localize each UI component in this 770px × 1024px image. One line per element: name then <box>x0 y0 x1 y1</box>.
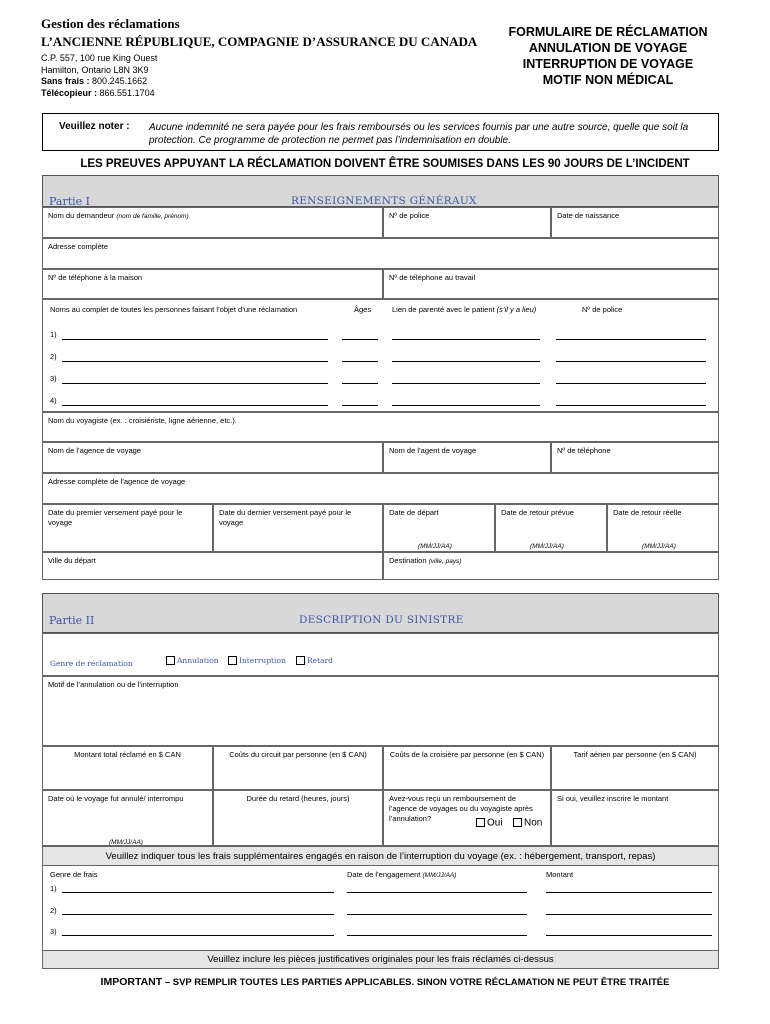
total-claimed-label: Montant total réclamé en $ CAN <box>74 750 181 759</box>
checkbox-delay[interactable] <box>296 656 305 665</box>
agency-address-field[interactable] <box>42 473 719 504</box>
claim-type-row <box>42 633 719 676</box>
departure-city-field[interactable] <box>42 552 383 580</box>
destination-hint: (ville, pays) <box>428 558 462 565</box>
policy-number-header: Nº de police <box>582 305 623 314</box>
actual-return-field[interactable] <box>607 504 719 552</box>
refund-yes-label: Oui <box>487 817 503 829</box>
person-policy-line[interactable] <box>556 339 706 340</box>
form-title-line2: ANNULATION DE VOYAGE <box>528 41 688 55</box>
fax-line <box>41 88 477 100</box>
home-phone-field[interactable] <box>42 269 383 299</box>
person-policy-line[interactable] <box>556 361 706 362</box>
form-title-line1: FORMULAIRE DE RÉCLAMATION <box>508 25 708 39</box>
amount-header: Montant <box>546 870 574 879</box>
note-box <box>42 113 719 151</box>
delay-duration-field[interactable] <box>213 790 383 846</box>
refund-yes-option[interactable] <box>474 818 503 829</box>
amount-line[interactable] <box>546 935 712 936</box>
applicant-name-field[interactable] <box>42 207 383 238</box>
receipts-banner: Veuillez inclure les pièces justificatives originales pour les frais réclamés ci-dessus <box>42 950 719 969</box>
option-delay-label: Retard <box>307 656 333 665</box>
air-fare-field[interactable] <box>551 746 719 790</box>
persons-header: Noms au complet de toutes les personnes faisant l’objet d’une réclamation <box>50 305 298 314</box>
reason-label: Motif de l’annulation ou de l’interruption <box>48 680 179 689</box>
part1-header <box>42 175 719 207</box>
person-age-line[interactable] <box>342 339 378 340</box>
birth-date-label: Date de naissance <box>557 211 620 220</box>
important-notice <box>0 976 770 988</box>
part1-label: Partie I <box>49 195 91 208</box>
claim-persons-block <box>42 299 719 412</box>
option-cancellation[interactable] <box>164 656 219 666</box>
cruise-cost-label: Coûts de la croisière par personne (en $ CAN) <box>389 750 545 759</box>
commit-date-format: (MM/JJ/AA) <box>422 872 457 879</box>
destination-field[interactable] <box>383 552 719 580</box>
planned-return-field[interactable] <box>495 504 607 552</box>
cancel-date-field[interactable] <box>42 790 213 846</box>
delay-duration-label: Durée du retard (heures, jours) <box>246 794 350 803</box>
birth-date-field[interactable] <box>551 207 719 238</box>
refund-no-option[interactable] <box>511 818 542 829</box>
note-text: Aucune indemnité ne sera payée pour les frais remboursés ou les services fournis par une autre source, quelle que soit la protection. Ce programme de protection ne permet pas l’indemnisation en double. <box>149 122 689 146</box>
checkbox-no[interactable] <box>513 818 522 827</box>
checkbox-interruption[interactable] <box>228 656 237 665</box>
ages-header: Âges <box>354 305 372 314</box>
agency-name-label: Nom de l’agence de voyage <box>48 446 141 455</box>
departure-city-label: Ville du départ <box>48 556 96 565</box>
person-relationship-line[interactable] <box>392 405 540 406</box>
extra-costs-banner: Veuillez indiquer tous les frais supplémentaires engagés en raison de l’interruption du voyage (ex. : hébergement, transport, repas) <box>42 846 719 866</box>
tour-operator-label: Nom du voyagiste (ex. : croisiériste, ligne aérienne, etc.). <box>48 416 237 425</box>
policy-number-label: Nº de police <box>389 211 430 220</box>
agent-name-label: Nom de l’agent de voyage <box>389 446 477 455</box>
fax-number: 866.551.1704 <box>99 87 155 98</box>
person-name-line[interactable] <box>62 405 328 406</box>
person-age-line[interactable] <box>342 405 378 406</box>
option-cancellation-label: Annulation <box>177 656 219 665</box>
part2-title: DESCRIPTION DU SINISTRE <box>299 614 464 626</box>
cruise-cost-field[interactable] <box>383 746 551 790</box>
person-relationship-line[interactable] <box>392 339 540 340</box>
important-text: – SVP REMPLIR TOUTES LES PARTIES APPLICABLES. SINON VOTRE RÉCLAMATION NE PEUT ÊTRE TRAITÉE <box>162 977 670 988</box>
address-line1: C.P. 557, 100 rue King Ouest <box>41 53 158 63</box>
cost-type-line[interactable] <box>62 892 334 893</box>
person-relationship-line[interactable] <box>392 383 540 384</box>
cancel-date-label: Date où le voyage fut annulé/ interrompu <box>48 794 184 803</box>
work-phone-field[interactable] <box>383 269 719 299</box>
person-policy-line[interactable] <box>556 405 706 406</box>
first-payment-label: Date du premier versement payé pour le voyage <box>48 508 183 527</box>
amount-line[interactable] <box>546 914 712 915</box>
circuit-cost-label: Coûts du circuit par personne (en $ CAN) <box>229 750 367 759</box>
home-phone-label: Nº de téléphone à la maison <box>48 273 143 282</box>
applicant-name-label: Nom du demandeur <box>48 211 115 220</box>
phone-line <box>41 76 477 88</box>
relationship-label: Lien de parenté avec le patient <box>392 305 495 314</box>
commit-date-line[interactable] <box>347 935 527 936</box>
phone-number: 800.245.1662 <box>92 76 148 86</box>
person-name-line[interactable] <box>62 361 328 362</box>
refund-question-field <box>383 790 551 846</box>
circuit-cost-field[interactable] <box>213 746 383 790</box>
work-phone-label: Nº de téléphone au travail <box>389 273 476 282</box>
person-row-number: 1) <box>50 330 57 339</box>
cost-type-line[interactable] <box>62 935 334 936</box>
commit-date-label: Date de l’engagement <box>347 870 421 879</box>
policy-number-field[interactable] <box>383 207 551 238</box>
total-claimed-field[interactable] <box>42 746 213 790</box>
fax-label: Télécopieur : <box>41 87 98 98</box>
date-format-hint: (MM/JJ/AA) <box>642 543 676 550</box>
important-label: IMPORTANT <box>100 976 163 988</box>
person-row-number: 4) <box>50 396 57 405</box>
date-format-hint: (MM/JJ/AA) <box>418 543 452 550</box>
person-name-line[interactable] <box>62 383 328 384</box>
departure-date-label: Date de départ <box>389 508 439 517</box>
actual-return-label: Date de retour réelle <box>613 508 682 517</box>
checkbox-yes[interactable] <box>476 818 485 827</box>
person-relationship-line[interactable] <box>392 361 540 362</box>
tour-operator-field[interactable] <box>42 412 719 442</box>
option-delay[interactable] <box>294 656 333 666</box>
cost-type-line[interactable] <box>62 914 334 915</box>
refund-amount-field[interactable] <box>551 790 719 846</box>
org-line2: L’ANCIENNE RÉPUBLIQUE, COMPAGNIE D’ASSURANCE DU CANADA <box>41 34 478 49</box>
refund-no-label: Non <box>524 817 543 829</box>
org-address <box>41 53 477 99</box>
air-fare-label: Tarif aérien par personne (en $ CAN) <box>573 750 697 759</box>
last-payment-label: Date du dernier versement payé pour le voyage <box>219 508 352 527</box>
person-row-number: 2) <box>50 352 57 361</box>
agency-phone-label: Nº de téléphone <box>557 446 611 455</box>
address-field[interactable] <box>42 238 719 269</box>
person-age-line[interactable] <box>342 383 378 384</box>
organization-header <box>41 16 477 99</box>
form-title <box>498 24 718 88</box>
person-name-line[interactable] <box>62 339 328 340</box>
proofs-deadline-notice: LES PREUVES APPUYANT LA RÉCLAMATION DOIVENT ÊTRE SOUMISES DANS LES 90 JOURS DE L’INCIDENT <box>80 158 690 170</box>
refund-amount-label: Si oui, veuillez inscrire le montant <box>557 794 669 803</box>
planned-return-label: Date de retour prévue <box>501 508 574 517</box>
last-payment-field[interactable] <box>213 504 383 552</box>
person-row-number: 3) <box>50 374 57 383</box>
person-policy-line[interactable] <box>556 383 706 384</box>
form-title-line4: MOTIF NON MÉDICAL <box>542 73 674 87</box>
first-payment-field[interactable] <box>42 504 213 552</box>
commit-date-line[interactable] <box>347 892 527 893</box>
agency-phone-field[interactable] <box>551 442 719 473</box>
claim-type-label: Genre de réclamation <box>50 659 133 668</box>
refund-question-label: Avez-vous reçu un remboursement de l’agence de voyages ou du voyagiste après l’annulation? <box>389 794 533 823</box>
commit-date-header <box>347 870 456 879</box>
part2-header <box>42 593 719 633</box>
option-interruption-label: Interruption <box>239 656 286 665</box>
date-format-hint: (MM/JJ/AA) <box>109 839 143 846</box>
cost-row-number: 2) <box>50 906 57 915</box>
org-line1: Gestion des réclamations <box>41 16 180 31</box>
amount-line[interactable] <box>546 892 712 893</box>
applicant-name-hint: (nom de famille, prénom) <box>116 213 189 220</box>
phone-label: Sans frais : <box>41 76 90 86</box>
option-interruption[interactable] <box>226 656 286 666</box>
form-title-line3: INTERRUPTION DE VOYAGE <box>522 57 694 71</box>
agent-name-field[interactable] <box>383 442 551 473</box>
address-label: Adresse complète <box>48 242 109 251</box>
person-age-line[interactable] <box>342 361 378 362</box>
part2-label: Partie II <box>49 614 95 627</box>
date-format-hint: (MM/JJ/AA) <box>530 543 564 550</box>
relationship-hint: (s’il y a lieu) <box>496 305 537 314</box>
commit-date-line[interactable] <box>347 914 527 915</box>
note-label: Veuillez noter : <box>59 121 130 132</box>
cost-row-number: 3) <box>50 927 57 936</box>
part1-title: RENSEIGNEMENTS GÉNÉRAUX <box>291 195 477 207</box>
checkbox-cancellation[interactable] <box>166 656 175 665</box>
relationship-header <box>392 305 536 314</box>
agency-address-label: Adresse complète de l’agence de voyage <box>48 477 186 486</box>
address-line2: Hamilton, Ontario L8N 3K9 <box>41 64 149 75</box>
cost-row-number: 1) <box>50 884 57 893</box>
destination-label: Destination <box>389 556 427 565</box>
departure-date-field[interactable] <box>383 504 495 552</box>
agency-name-field[interactable] <box>42 442 383 473</box>
cost-type-header: Genre de frais <box>50 870 98 879</box>
reason-field[interactable] <box>42 676 719 746</box>
